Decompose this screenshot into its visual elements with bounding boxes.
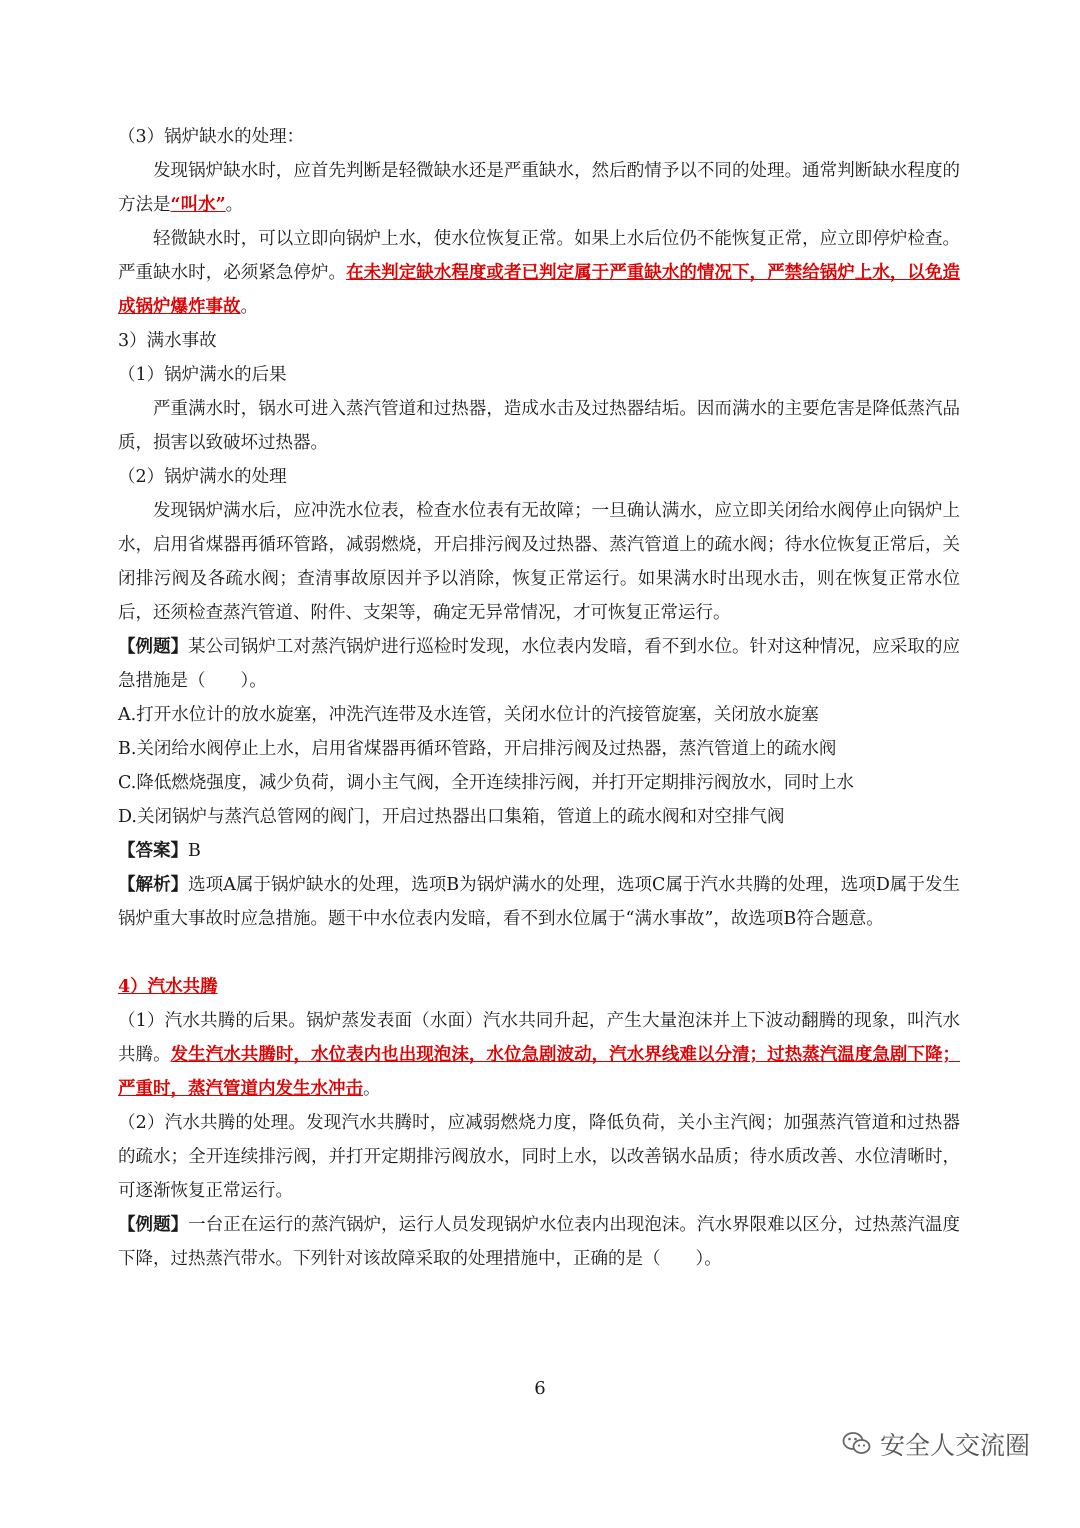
watermark bbox=[842, 1424, 1030, 1464]
analysis-label: 【解析】 bbox=[118, 875, 189, 895]
example-1-answer bbox=[118, 834, 960, 868]
answer-label: 【答案】 bbox=[118, 841, 188, 861]
foaming-title bbox=[118, 970, 960, 1004]
example-label: 【例题】 bbox=[118, 1215, 189, 1235]
page-number: 6 bbox=[534, 1378, 546, 1399]
full-water-consequence-text: 严重满水时，锅水可进入蒸汽管道和过热器，造成水击及过热器结垢。因而满水的主要危害是降低蒸汽品质，损害以致破坏过热器。 bbox=[118, 399, 960, 453]
text-span: 选项A属于锅炉缺水的处理，选项B为锅炉满水的处理，选项C属于汽水共腾的处理，选项D属于发生锅炉重大事故时应急措施。题干中水位表内发暗，看不到水位属于“满水事故”，故选项B符合题意。 bbox=[118, 875, 961, 929]
example-label: 【例题】 bbox=[118, 637, 189, 657]
document-body bbox=[118, 120, 960, 1276]
full-water-title: 3）满水事故 bbox=[118, 331, 217, 351]
example-2-question bbox=[118, 1208, 960, 1276]
spacer bbox=[118, 936, 960, 970]
example-1-question bbox=[118, 630, 960, 698]
example-1-option-a: A.打开水位计的放水旋塞，冲洗汽连带及水连管，关闭水位计的汽接管旋塞，关闭放水旋塞 bbox=[118, 705, 819, 725]
highlight-red: “叫水” bbox=[170, 195, 226, 215]
section-3-title: （3）锅炉缺水的处理： bbox=[118, 127, 305, 147]
example-1-option-b: B.关闭给水阀停止上水，启用省煤器再循环管路，开启排污阀及过热器，蒸汽管道上的疏水阀 bbox=[118, 739, 837, 759]
example-1-option-d: D.关闭锅炉与蒸汽总管网的阀门，开启过热器出口集箱，管道上的疏水阀和对空排气阀 bbox=[118, 807, 785, 827]
highlight-red: 在未判定缺水程度或者已判定属于严重缺水的情况下，严禁给锅炉上水，以免造成锅炉爆炸事故 bbox=[118, 263, 961, 317]
highlight-red: 发生汽水共腾时，水位表内也出现泡沫，水位急剧波动，汽水界线难以分清；过热蒸汽温度急剧下降；严重时，蒸汽管道内发生水冲击 bbox=[118, 1045, 961, 1099]
text-span: 一台正在运行的蒸汽锅炉，运行人员发现锅炉水位表内出现泡沫。汽水界限难以区分，过热蒸汽温度下降，过热蒸汽带水。下列针对该故障采取的处理措施中，正确的是（ ）。 bbox=[118, 1215, 960, 1269]
paragraph-low-water-handling bbox=[118, 222, 960, 324]
full-water-handling-text: 发现锅炉满水后，应冲洗水位表，检查水位表有无故障；一旦确认满水，应立即关闭给水阀停止向锅炉上水，启用省煤器再循环管路，减弱燃烧，开启排污阀及过热器、蒸汽管道上的疏水阀；待水位恢复正常后，关闭排污阀及各疏水阀；查清事故原因并予以消除，恢复正常运行。如果满水时出现水击，则在恢复正常水位后，还须检查蒸汽管道、附件、支架等，确定无异常情况，才可恢复正常运行。 bbox=[118, 501, 960, 623]
watermark-text: 安全人交流圈 bbox=[880, 1431, 1031, 1460]
example-1-option-c: C.降低燃烧强度，减少负荷，调小主气阀，全开连续排污阀，并打开定期排污阀放水，同时上水 bbox=[118, 773, 854, 793]
full-water-consequence-title: （1）锅炉满水的后果 bbox=[118, 365, 287, 385]
example-1-analysis bbox=[118, 868, 960, 936]
text-span: 。 bbox=[363, 1079, 381, 1099]
text-span: （1）汽水共腾的后果。锅炉蒸发表面（水面）汽水共同升起，产生大量泡沫并上下波动翻腾的现象，叫汽水共腾。 bbox=[118, 1011, 960, 1065]
foaming-consequence bbox=[118, 1004, 960, 1106]
answer-value: B bbox=[188, 841, 201, 861]
paragraph-low-water-judgement bbox=[118, 154, 960, 222]
text-span: 某公司锅炉工对蒸汽锅炉进行巡检时发现，水位表内发暗，看不到水位。针对这种情况，应采取的应急措施是（ ）。 bbox=[118, 637, 960, 691]
text-span: 。 bbox=[240, 297, 258, 317]
text-span: 发现锅炉缺水时，应首先判断是轻微缺水还是严重缺水，然后酌情予以不同的处理。通常判断缺水程度的方法是 bbox=[118, 161, 960, 215]
wechat-icon bbox=[842, 1431, 872, 1457]
text-span: 轻微缺水时，可以立即向锅炉上水，使水位恢复正常。如果上水后位仍不能恢复正常，应立即停炉检查。严重缺水时，必须紧急停炉。 bbox=[118, 229, 960, 283]
highlight-red: 4）汽水共腾 bbox=[118, 977, 218, 997]
full-water-handling-title: （2）锅炉满水的处理 bbox=[118, 467, 287, 487]
foaming-handling: （2）汽水共腾的处理。发现汽水共腾时，应减弱燃烧力度，降低负荷，关小主汽阀；加强蒸汽管道和过热器的疏水；全开连续排污阀，并打开定期排污阀放水，同时上水，以改善锅水品质；待水质改善、水位清晰时，可逐渐恢复正常运行。 bbox=[118, 1113, 960, 1201]
text-span: 。 bbox=[225, 195, 244, 215]
